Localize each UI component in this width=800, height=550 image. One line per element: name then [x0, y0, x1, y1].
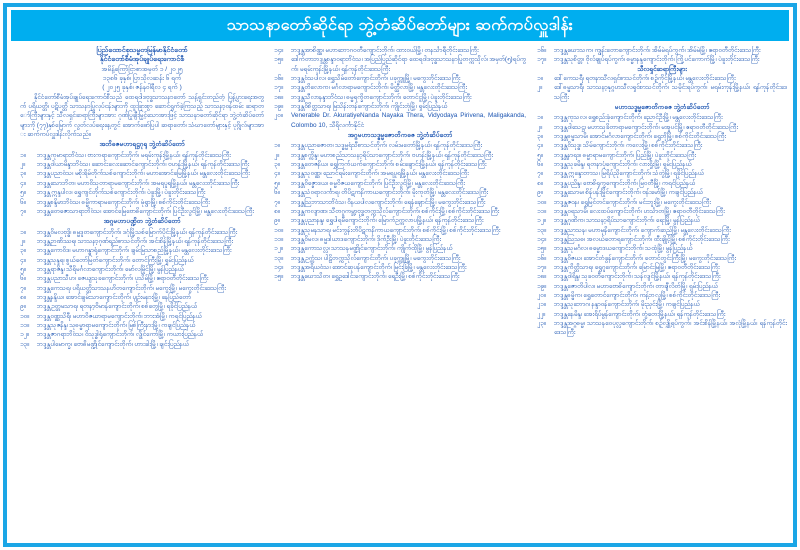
list-item-number: ၁၃။: [274, 254, 283, 262]
list-item-text: ဘဒ္ဒန္တဃောသက၊ ကျွန်းတောကျောင်းတိုက်၊ အိမ်မဲရပ်ကွက်၊ အိမ်မဲမြို့၊ ဧရာဝတီတိုင်းဒေသကြီး: [554, 47, 761, 54]
list-item: [537, 83, 787, 102]
list-item: [274, 263, 526, 272]
list-item-text: ဘဒ္ဒန္တသံဝရာလင်္ကာရ၊ တိပိဋကနိကာယကျောင်းတိုက်၊ မိုးကုတ်မြို့၊ မန္တလေးတိုင်းဒေသကြီး: [291, 189, 489, 197]
list-item-text: ဘဒ္ဒန္တအာစိဏ္ဏ၊ မဟာဘောဂဝတီကျောင်းတိုက်၊ ထားဝယ်မြို့၊ တနင်္သာရီတိုင်းဒေသကြီး: [291, 47, 479, 54]
list-item-number: ၁၁။: [537, 207, 546, 215]
list-item: [537, 226, 787, 235]
list-item: [537, 207, 787, 216]
list-item-text: ဘဒ္ဒန္တပညိန္ဒ၊ ဗောဓိရုက္ခကျောင်းတိုက်၊ မြဝတီမြို့၊ ကရင်ပြည်နယ်: [554, 179, 696, 187]
list-item-number: ၉။: [537, 189, 543, 197]
list-item-number: ၁၆။: [537, 254, 546, 262]
list-item-number: ၇။: [20, 284, 26, 292]
doc-header-line: ( ၂၀၂၅ ခုနှစ်၊ ဇန်နဝါရီလ ၄ ရက် ): [102, 84, 182, 92]
list-item-number: ၁၄။: [537, 235, 546, 243]
list-item-number: ၄။: [274, 170, 280, 178]
list-item-number: ၂။: [537, 84, 542, 92]
list-item-number: ၁၉။: [274, 103, 283, 111]
list-item: [20, 293, 264, 302]
list-item: [537, 132, 787, 141]
list-item-text: ဘဒ္ဒန္တဝိသုဒ္ဓ၊ သိမ်ကျောင်းတိုက်၊ ကလေးမြို့၊ စစ်ကိုင်းတိုင်းဒေသကြီး: [554, 142, 703, 150]
list-item: [20, 198, 264, 207]
list-item: [20, 284, 264, 293]
list-item-text: ဘဒ္ဒန္တဇာဂရာဘိဝံသ၊ ဝိသုဒ္ဓါရုံကျောင်းတိုက်၊ လွိုင်ကော်မြို့၊ ကယားပြည်နယ်: [37, 331, 204, 339]
list-item-text: ဘဒ္ဒန္တဓမ္မသာမိ၊ အောင်မင်္ဂလာကျောင်းတိုက်၊ ရွှေဘိုမြို့၊ စစ်ကိုင်းတိုင်းဒေသကြီး: [554, 133, 726, 141]
list-item: [537, 46, 787, 55]
section-heading: အဘိဓဇမဟာရဋ္ဌဂုရု ဘွဲ့တံဆိပ်တော်: [99, 141, 185, 149]
list-item-number: ၅။: [20, 265, 26, 273]
list-item-number: ၃။: [20, 170, 26, 178]
list-item-text: ဘဒ္ဒန္တဉာဏိဿရ၊ သာသနာ့ဂုဏ်ရည်စာသင်တိုက်၊ အင်းစိန်မြို့နယ်၊ ရန်ကုန်တိုင်းဒေသကြီး: [37, 237, 234, 245]
list-item: [274, 151, 526, 160]
list-item-text: ဘဒ္ဒန္တကုသလ၊ ရွှေစည်းခုံကျောင်းတိုက်၊ ညောင်ဦးမြို့၊ မန္တလေးတိုင်းဒေသကြီး: [554, 114, 723, 122]
list-item-text: ဘဒ္ဒန္တသုဘောဂ၊ နန္ဒာဝန်ကျောင်းတိုက်၊ မိုးညှင်းမြို့၊ ကချင်ပြည်နယ်: [554, 301, 700, 309]
list-item: [20, 265, 264, 274]
list-item-number: ၁၇။: [537, 56, 546, 64]
list-item-number: ၁၃။: [537, 226, 546, 234]
list-item-text: ဘဒ္ဒန္တကောဝိဒ၊ မဟာဂန္ဓာရုံကျောင်းတိုက်၊ ချမ်းမြသာစည်မြို့နယ်၊ မန္တလေးတိုင်းဒေသကြီး: [37, 247, 232, 255]
list-item: [274, 198, 526, 207]
list-item-number: ၂။: [20, 237, 25, 245]
list-item-number: ၃။: [274, 161, 280, 169]
list-item-number: ၁၈။: [537, 273, 547, 281]
list-item-text: ဘဒ္ဒန္တသောဘိတ၊ မဟာဝိသုတာရာမကျောင်းတိုက်၊ အမရပူရမြို့နယ်၊ မန္တလေးတိုင်းဒေသကြီး: [37, 179, 240, 187]
list-item-text: ဘဒ္ဒန္တအရိယဝံသ၊ အောင်ဆုပန်ကျောင်းတိုက်၊ မြင်းခြံမြို့၊ မန္တလေးတိုင်းဒေသကြီး: [291, 263, 467, 271]
list-item-text: ဘဒ္ဒန္တဣန္ဒောဘာသ၊ မြရိပ်ညိုကျောင်းတိုက်၊ သံတွဲမြို့၊ ရခိုင်ပြည်နယ်: [554, 170, 704, 178]
list-item: [537, 310, 787, 319]
list-item-number: ၉။: [274, 217, 280, 225]
list-item-text: ဘဒ္ဒန္တတေဇနိယ၊ ရွှေကြက်ယက်ကျောင်းတိုက်၊ စမ်းချောင်းမြို့နယ်၊ ရန်ကုန်တိုင်းဒေသကြီး: [291, 161, 487, 169]
list-item-number: ၁၀။: [20, 312, 29, 320]
list-item-number: ၂။: [20, 161, 25, 169]
list-item: [274, 179, 526, 188]
list-item-text: ဘဒ္ဒန္တဝိမလဗုဒ္ဓိ၊ ဓမ္မဒူတကျောင်းတိုက်၊ ဒဂုံမြို့သစ်မြောက်ပိုင်းမြို့နယ်၊ ရန်ကုန်တိုင်းဒေသကြီး: [37, 228, 238, 236]
list-item-text: ဘဒ္ဒန္တဝိဇ္ဇောဒယ၊ ဓမ္မဝိဇယကျောင်းတိုက်၊ ပြင်ဦးလွင်မြို့၊ မန္တလေးတိုင်းဒေသကြီး: [291, 179, 465, 187]
list-item-number: ၁၃။: [20, 340, 29, 348]
list-item-number: ၂။: [537, 123, 542, 131]
list-item-number: ၁၆။: [537, 47, 546, 54]
list-item-number: ၄။: [20, 179, 26, 187]
list-item-text: ဘဒ္ဒန္တပညာဇောတ၊ သဒ္ဓမ္မရံသီစာသင်တိုက်၊ လမ်းမတော်မြို့နယ်၊ ရန်ကုန်တိုင်းဒေသကြီး: [291, 142, 483, 150]
list-item: [537, 198, 787, 207]
list-item: [20, 169, 264, 178]
doc-header-line: နိုင်ငံတော်စီမံအုပ်ချုပ်ရေးကောင်စီ: [99, 56, 185, 64]
list-item-number: ၇။: [20, 207, 26, 215]
section-heading: အဂ္ဂမဟာသဒ္ဓမ္မဇောတိကဓဇ ဘွဲ့တံဆိပ်တော်: [347, 132, 453, 140]
list-item-number: ၁၅။: [274, 273, 283, 281]
list-item-text: ဘဒ္ဒန္တကေသရ၊ ပရိယတ္တိသာသနဟိတကျောင်းတိုက်၊ မကွေးမြို့၊ မကွေးတိုင်းဒေသကြီး: [37, 284, 226, 292]
list-item-text: ဘဒ္ဒန္တသုခမိန္ဒ၊ ရတနာပုံကျောင်းတိုက်၊ လားရှိုးမြို့၊ ရှမ်းပြည်နယ်: [554, 161, 692, 169]
list-item-number: ၂၀။: [537, 291, 546, 299]
list-item-text: ဘဒ္ဒန္တသုမနသာရ၊ မင်းကွန်းတိပိဋကနိကာယကျောင်းတိုက်၊ စစ်ကိုင်းမြို့၊ စစ်ကိုင်းတိုင်းဒေသကြီး: [291, 226, 501, 234]
list-item: [537, 179, 787, 188]
list-item-text: ဘဒ္ဒန္တသုမင်္ဂလ၊ ဓမ္မောဒယကျောင်းတိုက်၊ သထုံမြို့၊ မွန်ပြည်နယ်: [554, 245, 693, 253]
list-item-number: ၅။: [537, 151, 543, 159]
section-heading: အဂ္ဂမဟာပဏ္ဍိတ ဘွဲ့တံဆိပ်တော်: [103, 218, 181, 226]
list-item-number: ၁၀။: [274, 226, 283, 234]
list-item-number: ၁၇။: [274, 84, 283, 92]
list-item-text: ဘဒ္ဒန္တပညာသီဟ၊ ဇေယျသုခကျောင်းတိုက်၊ ပုသိမ်မြို့၊ ဧရာဝတီတိုင်းဒေသကြီး: [37, 275, 209, 283]
list-item-number: ၂၂။: [537, 310, 546, 318]
list-item-text: ဒေါက်တာဘဒ္ဒန္တစန္ဒာဝရာဘိဝံသ၊ အပြည်ပြည်ဆိုင်ရာ ထေရဝါဒဗုဒ္ဓသာသနာပြုတက္ကသိုလ်၊ အမှတ်(၅)ရပ်ကွက်၊ မရမ်းကုန်းမြို့နယ်၊ ရန်ကုန်တိုင်းဒေသကြီး: [291, 56, 526, 73]
list-item-text: ဘဒ္ဒန္တပုညာနန္ဒ၊ ရွှေပါရမီကျောင်းတိုက်၊ မြောက်ဥက္ကလာပမြို့နယ်၊ ရန်ကုန်တိုင်းဒေသကြီး: [291, 217, 484, 225]
list-item-text: ဘဒ္ဒန္တဝိစိတ္တသာရ၊ မြသိန်းတန်ကျောင်းတိုက်၊ ကျိုင်းတုံမြို့၊ ရှမ်းပြည်နယ်: [291, 103, 448, 111]
list-item-text: ဘဒ္ဒန္တကုမာရာဘိဝံသ၊ ဗားကရာကျောင်းတိုက်၊ မရမ်းကုန်းမြို့နယ်၊ ရန်ကုန်တိုင်းဒေသကြီး: [37, 151, 231, 159]
list-item: [20, 179, 264, 188]
doc-header-line: ပြည်ထောင်စုသမ္မတမြန်မာနိုင်ငံတော်: [96, 47, 188, 54]
list-item-text: Venerable Dr. AkuratiyeNanda Nayaka Thera, Vidyodaya Pirivena, Maligakanda, Colombo 10, သီရိလင်္ကာနိုင်ငံ: [291, 112, 526, 129]
list-item-number: ၆။: [20, 275, 26, 283]
list-item-text: ဘဒ္ဒန္တရာဇိန္ဒ၊ သီရိမင်္ဂလာကျောင်းတိုက်၊ မော်လမြိုင်မြို့၊ မွန်ပြည်နယ်: [37, 265, 184, 273]
list-item-text: ဘဒ္ဒန္တပညာဝံသ၊ မစိုးရိမ်တိုက်သစ်ကျောင်းတိုက်၊ မဟာအောင်မြေမြို့နယ်၊ မန္တလေးတိုင်းဒေသကြီး: [37, 170, 250, 178]
list-item-number: ၁၂။: [20, 331, 29, 339]
list-item-text: ဘဒ္ဒန္တဝိဇယ၊ အောင်တံခွန်ကျောင်းတိုက်၊ တောင်တွင်းကြီးမြို့၊ မကွေးတိုင်းဒေသကြီး: [554, 254, 737, 262]
list-item: [274, 46, 526, 55]
list-item: [20, 340, 264, 349]
list-item: [20, 151, 264, 160]
list-item-number: ၁၁။: [274, 235, 283, 243]
list-item: [537, 300, 787, 309]
list-item: [274, 83, 526, 92]
list-item-number: ၁။: [537, 75, 543, 83]
list-item-number: ၃။: [20, 247, 26, 255]
list-item-number: ၁၁။: [20, 321, 29, 329]
list-item: [274, 141, 526, 150]
list-item-text: ဘဒ္ဒန္တဝါယာမိန္ဒာဘိဝံသ၊ ဆောင်းလေးဆောင်ကျောင်းတိုက်၊ ဗဟန်းမြို့နယ်၊ ရန်ကုန်တိုင်းဒေသကြီး: [37, 161, 250, 169]
list-item: [20, 246, 264, 255]
list-item-number: ၈။: [274, 207, 280, 215]
list-item-text: ဘဒ္ဒန္တသာသန၊ မဟာမုနိကျောင်းတိုက်၊ ကျောက်ဆည်မြို့၊ မန္တလေးတိုင်းဒေသကြီး: [554, 226, 731, 234]
list-item-number: ၁၇။: [537, 263, 546, 271]
list-item: [20, 188, 264, 197]
list-item-number: ၇။: [537, 170, 543, 178]
list-item: [274, 93, 526, 102]
list-item-text: ဘဒ္ဒန္တနာရဒ၊ ဓမ္မာရာမကျောင်းတိုက်၊ ပြည်မြို့၊ ပဲခူးတိုင်းဒေသကြီး: [554, 151, 697, 159]
list-item-number: ၁၅။: [274, 56, 283, 64]
sub-section-heading: သီလရှင်ဆရာကြီးများ: [637, 65, 687, 73]
list-item-text: ဘဒ္ဒန္တဩဘာသာဘိဝံသ၊ ဝိနယပါလကျောင်းတိုက်၊ ရေနံချောင်းမြို့၊ မကွေးတိုင်းဒေသကြီး: [291, 198, 486, 206]
title-banner: [11, 10, 789, 41]
list-item-text: ဘဒ္ဒန္တအဂ္ဂဓမ္မ၊ သာသနဝေပုလ္လကျောင်းတိုက်၊ စဉ့်လျှို့ရပ်ကွက်၊ အင်းစိန်မြို့နယ်၊ အလုံမြို့နယ်၊ ရန်ကုန်တိုင်းဒေသကြီး: [554, 319, 787, 337]
list-item: [537, 244, 787, 253]
list-item: [20, 274, 264, 283]
list-item-text: ဒေါ်ဓမ္မသာရီ၊ သာသနာ့နုဂ္ဂဟသီလရှင်စာသင်တိုက်၊ သမိုင်းရပ်ကွက်၊ မရမ်းကုန်းမြို့နယ်၊ ရန်ကုန်တိုင်းဒေသကြီး: [554, 84, 787, 101]
doc-header-line: ၁၃၈၆ ခုနှစ်၊ ပြာသိုလဆန်း ၆ ရက်: [102, 75, 182, 83]
list-item: [20, 312, 264, 321]
list-item-text: ဘဒ္ဒန္တသောမ၊ စိန်ပန်းမြိုင်ကျောင်းတိုက်၊ ဗန်းမော်မြို့၊ ကချင်ပြည်နယ်: [554, 189, 703, 197]
list-item-number: ၉။: [20, 303, 26, 311]
list-item-text: ဘဒ္ဒန္တကောသလ္လ၊ သာသနမဏ္ဍိုင်ကျောင်းတိုက်၊ ကျိုက်ထိုမြို့၊ မွန်ပြည်နယ်: [291, 245, 453, 253]
list-item-number: ၅။: [274, 179, 280, 187]
list-item: [274, 74, 526, 83]
list-item: [537, 235, 787, 244]
list-item-number: ၂၀။: [274, 112, 283, 120]
list-item: [20, 321, 264, 330]
list-item-number: ၁။: [274, 142, 280, 150]
list-item-text: ဘဒ္ဒန္တပါမောက္ခ၊ ဗောဓိမဏ္ဍိုင်ကျောင်းတိုက်၊ ဟားခါးမြို့၊ ချင်းပြည်နယ်: [37, 340, 189, 348]
list-item: [537, 74, 787, 83]
list-item-number: ၁။: [20, 151, 26, 159]
list-item: [274, 169, 526, 178]
list-item-number: ၁၆။: [274, 75, 283, 83]
list-item-number: ၄။: [537, 142, 543, 150]
list-item-text: ဘဒ္ဒန္တဂုဏိက၊ သာသနာ့ရိပ်သာကျောင်းတိုက်၊ ရေးမြို့၊ မွန်ပြည်နယ်: [554, 217, 700, 225]
list-item-number: ၆။: [274, 189, 280, 197]
list-item-text: ဘဒ္ဒန္တဇောတိပါလ၊ မဟာဗောဓိကျောင်းတိုက်၊ တာချီလိတ်မြို့၊ ရှမ်းပြည်နယ်: [554, 282, 718, 290]
list-item-text: ဘဒ္ဒန္တဓမ္မိက၊ ရွှေတောင်ကျောင်းတိုက်၊ ကန့်ဘလူမြို့၊ စစ်ကိုင်းတိုင်းဒေသကြီး: [554, 291, 721, 299]
list-item-text: ဘဒ္ဒန္တသုဇနိန္ဒ၊ သုဓမ္မာရာမကျောင်းတိုက်၊ မြစ်ကြီးနားမြို့၊ ကချင်ပြည်နယ်: [37, 321, 196, 329]
list-item-number: ၁၈။: [274, 93, 284, 101]
list-item: [537, 188, 787, 197]
list-item: [537, 151, 787, 160]
list-item: [274, 226, 526, 235]
list-item-text: ဘဒ္ဒန္တနေမိန္ဒ၊ အေးရိပ်မွန်ကျောင်းတိုက်၊ တွံတေးမြို့နယ်၊ ရန်ကုန်တိုင်းဒေသကြီး: [554, 310, 726, 318]
list-item-text: ဘဒ္ဒန္တတိလောက၊ မင်္ဂလာရာမကျောင်းတိုက်၊ မိတ္ထီလာမြို့၊ မန္တလေးတိုင်းဒေသကြီး: [291, 84, 467, 92]
list-item: [20, 237, 264, 246]
list-item: [20, 207, 264, 216]
list-item: [274, 254, 526, 263]
list-item: [274, 235, 526, 244]
page-title: သာသနာတော်ဆိုင်ရာ ဘွဲ့တံဆိပ်တော်များ ဆက်ကပ်လှူဒါန်း: [226, 16, 574, 34]
list-item-text: ဘဒ္ဒန္တကလျာဏ၊ သီတဂူကမ္ဘာ့ဗုဒ္ဓတက္ကသိုလ်ကျောင်းတိုက်၊ စစ်ကိုင်းမြို့၊ စစ်ကိုင်းတိုင်းဒေသကြီး: [291, 207, 500, 215]
list-item-text: ဘဒ္ဒန္တဇဝန၊ ရွှေမြင်တင်ကျောင်းတိုက်၊ မင်းဘူးမြို့၊ မကွေးတိုင်းဒေသကြီး: [554, 198, 711, 206]
list-item: [537, 169, 787, 178]
doc-header-line: အမိန့်ကြော်ငြာစာအမှတ် ၁ / ၂၀၂၅: [101, 65, 183, 73]
list-item: [537, 160, 787, 169]
list-item-text: ဘဒ္ဒန္တဃောသိတ၊ ရွှေဥဒေါင်းကျောင်းတိုက်၊ ရေဦးမြို့၊ စစ်ကိုင်းတိုင်းဒေသကြီး: [291, 273, 460, 281]
list-item-text: ဘဒ္ဒန္တဝိမလ၊ ဓမ္မဒါယာဒကျောင်းတိုက်၊ ဒိုက်ဦးမြို့၊ ပဲခူးတိုင်းဒေသကြီး: [291, 235, 442, 243]
list-item-text: ဘဒ္ဒန္တစက္ကိန္ဒ၊ မဟာစည်သာသနာ့ရိပ်သာကျောင်းတိုက်၊ ဗဟန်းမြို့နယ်၊ ရန်ကုန်တိုင်းဒေသကြီး: [291, 151, 493, 159]
list-item-text: ဘဒ္ဒန္တစန္ဒိမာဘိဝံသ၊ ဓမ္မိကာရာမကျောင်းတိုက်၊ မုံရွာမြို့၊ စစ်ကိုင်းတိုင်းဒေသကြီး: [37, 198, 210, 206]
list-item: [274, 244, 526, 253]
list-item-text: ဘဒ္ဒန္တသုန္ဒရ၊ စွယ်တော်မြတ်ကျောင်းတိုက်၊ တောင်ကြီးမြို့၊ ရှမ်းပြည်နယ်: [37, 256, 194, 264]
list-item-number: ၂၃။: [537, 319, 546, 327]
list-item-text: ဘဒ္ဒန္တဝဏ္ဏသိရီ၊ မဟာဝိဇယာရာမကျောင်းတိုက်၊ ဘားအံမြို့၊ ကရင်ပြည်နယ်: [37, 312, 202, 320]
text-column-2: [274, 46, 526, 540]
list-item: [274, 160, 526, 169]
text-column-3: [537, 46, 787, 540]
list-item: [537, 291, 787, 300]
list-item: [537, 113, 787, 122]
list-item-text: ဒေါ်ကေသရီ၊ ရတနာသီလရှင်စာသင်တိုက်၊ စဉ့်ကိုင်မြို့နယ်၊ မန္တလေးတိုင်းဒေသကြီး: [554, 75, 736, 83]
list-item: [274, 207, 526, 216]
list-item-text: ဘဒ္ဒန္တနန္ဒိယ၊ အောင်ချမ်းသာကျောင်းတိုက်၊ ပျဉ်းမနားမြို့၊ နေပြည်တော်: [37, 293, 192, 301]
list-item-number: ၁၂။: [537, 217, 546, 225]
list-item-number: ၁။: [537, 114, 543, 122]
list-item: [537, 282, 787, 291]
list-item: [537, 141, 787, 150]
list-item-number: ၆။: [20, 198, 26, 206]
list-item-number: ၂၁။: [537, 301, 546, 309]
list-item: [274, 188, 526, 197]
list-item: [537, 263, 787, 272]
list-item-text: ဘဒ္ဒန္တဥတ္တမသာရ၊ ရတနာ့ဗိမာန်ကျောင်းတိုက်၊ စစ်တွေမြို့၊ ရခိုင်ပြည်နယ်: [37, 303, 198, 311]
list-item-number: ၈။: [537, 179, 543, 187]
list-item-text: ဘဒ္ဒန္တဩသဓ၊ အလယ်တောရကျောင်းတိုက်၊ ထီးချိုင့်မြို့၊ စစ်ကိုင်းတိုင်းဒေသကြီး: [554, 235, 730, 243]
list-item-text: ဘဒ္ဒန္တဥက္ကံသ၊ ပါဠိတက္ကသိုလ်ကျောင်းတိုက်၊ ပခုက္ကူမြို့၊ မကွေးတိုင်းဒေသကြီး: [291, 254, 461, 262]
list-item-text: ဘဒ္ဒန္တသီလာနန္ဒာဘိဝံသ၊ ဓမ္မရက္ခိတကျောင်းတိုက်၊ တောင်ငူမြို့၊ ပဲခူးတိုင်းဒေသကြီး: [291, 93, 472, 101]
list-item-text: ဘဒ္ဒန္တဣန္ဒပါလ၊ ရွှေကျင်တိုက်သစ်ကျောင်းတိုက်၊ ပဲခူးမြို့၊ ပဲခူးတိုင်းဒေသကြီး: [37, 189, 206, 197]
list-item: [20, 330, 264, 339]
list-item-number: ၇။: [274, 198, 280, 206]
list-item: [537, 319, 787, 338]
list-item-number: ၁၂။: [274, 245, 283, 253]
list-item-number: ၆။: [537, 161, 543, 169]
list-item-number: ၁၉။: [537, 282, 546, 290]
list-item-number: ၂။: [274, 151, 279, 159]
list-item-number: ၁၅။: [537, 245, 546, 253]
list-item-text: ဘဒ္ဒန္တတေဇောသာရာဘိဝံသ၊ အောင်မြေဗောဓိကျောင်းတိုက်၊ ပြင်ဦးလွင်မြို့၊ မန္တလေးတိုင်းဒေသကြီး: [37, 207, 254, 215]
list-item-number: ၈။: [20, 293, 26, 301]
list-item: [20, 256, 264, 265]
list-item: [537, 123, 787, 132]
list-item-number: ၅။: [20, 189, 26, 197]
list-item: [537, 55, 787, 64]
list-item: [20, 228, 264, 237]
section-heading: မဟာသဒ္ဓမ္မဇောတိကဓဇ ဘွဲ့တံဆိပ်တော်: [614, 104, 710, 112]
list-item-text: ဘဒ္ဒန္တဝရသာမိ၊ လေးထပ်ကျောင်းတိုက်၊ ဟင်္သာတမြို့၊ ဧရာဝတီတိုင်းဒေသကြီး: [554, 207, 725, 215]
list-item: [537, 272, 787, 281]
list-item-text: ဘဒ္ဒန္တသုစိတ္တ၊ ဗိုလ်ချုပ်ရပ်ကွက်၊ ဓမ္မာနန္ဒကျောင်းတိုက်၊ ကြို့ပင်ကောက်မြို့၊ ပဲခူးတိုင်းဒေသကြီး: [554, 56, 760, 64]
list-item: [20, 160, 264, 169]
list-item-text: ဘဒ္ဒန္တသုဝဏ္ဏ၊ ညောင်ရမ်းကျောင်းတိုက်၊ အမရပူရမြို့နယ်၊ မန္တလေးတိုင်းဒေသကြီး: [291, 170, 469, 178]
intro-paragraph: နိုင်ငံတော်စီမံအုပ်ချုပ်ရေးကောင်စီသည် ထေရဝါဒဗုဒ္ဓသာသနာတော် သန့်ရှင်းတည်တံ့ ပြန့်ပွားရေးအတွက် ပရိယတ္တိ၊ ပဋိပတ္တိ သာသနာပြုလုပ်ငန်းများကို ထူးခြားစွာ ဆောင်ရွက်ခဲ့ကြသည့် သာသနာ့ဝန်ထမ်း ဆရာတော်ကြီးများနှင့် သီလရှင်ဆရာကြီးများအား ဂုဏ်ပြုချီးမြှင့်သောအားဖြင့် သာသနာတော်ဆိုင်ရာ ဘွဲ့တံဆိပ်တော်များကို (၇၇)နှစ်မြောက် လွတ်လပ်ရေးနေ့တွင် အောက်ဖော်ပြပါ ဆရာတော်၊ သံဃာတော်များနှင့် ပုဂ္ဂိုလ်များအား ဆက်ကပ်လှူဒါန်းလိုက်သည်။: [20, 93, 264, 139]
list-item: [274, 216, 526, 225]
text-column-1: [20, 46, 264, 540]
list-item: [537, 216, 787, 225]
list-item: [274, 102, 526, 111]
list-item-number: ၁၀။: [537, 198, 546, 206]
list-item-text: ဘဒ္ဒန္တဝါရိန္ဒ၊ သုခဝတီကျောင်းတိုက်၊ သန်လျင်မြို့နယ်၊ ရန်ကုန်တိုင်းဒေသကြီး: [554, 273, 721, 281]
list-item-number: ၄။: [20, 256, 26, 264]
list-item-number: ၁။: [20, 228, 26, 236]
list-item: [537, 254, 787, 263]
list-item: [20, 302, 264, 311]
list-item-number: ၁၄။: [274, 47, 283, 54]
list-item-text: ဘဒ္ဒန္တကိတ္တိသာရ၊ ရွှေဂူကျောင်းတိုက်၊ မြောင်းမြမြို့၊ ဧရာဝတီတိုင်းဒေသကြီး: [554, 263, 720, 271]
list-item-text: ဘဒ္ဒန္တဝါသေဋ္ဌ၊ မဟာသုခိတာရာမကျောင်းတိုက်၊ မအူပင်မြို့၊ ဧရာဝတီတိုင်းဒေသကြီး: [554, 123, 738, 131]
list-item: [274, 55, 526, 74]
list-item-text: ဘဒ္ဒန္တဝံသပါလ၊ ရွှေသိမ်တော်ကျောင်းတိုက်၊ ပခုက္ကူမြို့၊ မကွေးတိုင်းဒေသကြီး: [291, 75, 461, 83]
list-item-number: ၃။: [537, 133, 543, 141]
list-item: [274, 272, 526, 281]
list-item-number: ၁၄။: [274, 263, 283, 271]
list-item: [274, 111, 526, 130]
